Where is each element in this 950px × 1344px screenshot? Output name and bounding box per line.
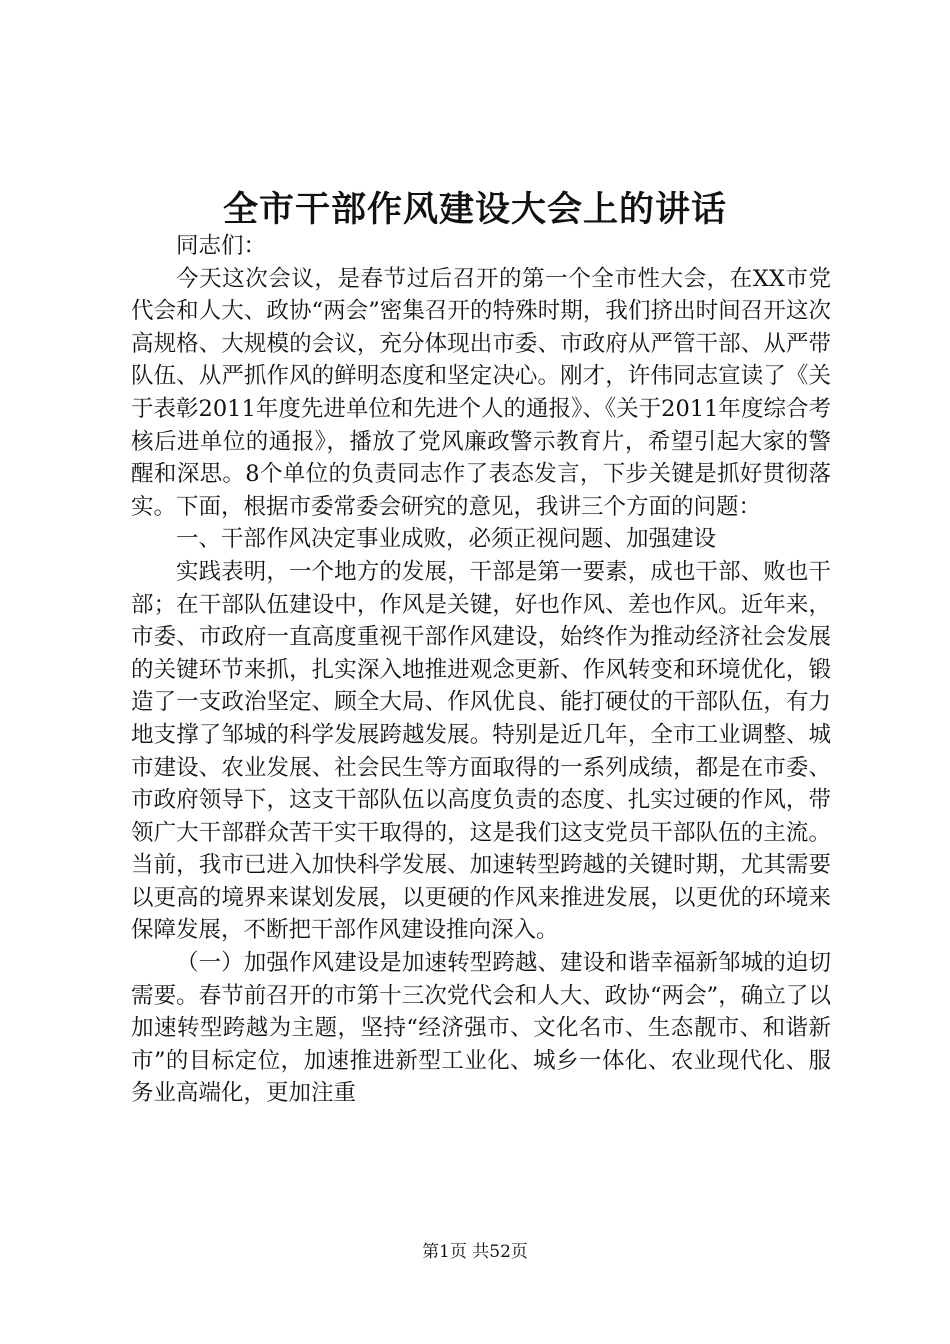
section-heading: 一、干部作风决定事业成败，必须正视问题、加强建设 — [176, 526, 717, 553]
page-number-footer: 第1页 共52页 — [422, 1242, 528, 1262]
salutation-paragraph: 同志们： — [176, 233, 267, 259]
document-body — [131, 230, 831, 1110]
body-paragraph: 实践表明，一个地方的发展，干部是第一要素，成也干部、败也干部；在干部队伍建设中，作风是关键，好也作风、差也作风。近年来，市委、市政府一直高度重视干部作风建设，始终作为推动经济社会发展的关键环节来抓，扎实深入地推进观念更新、作风转变和环境优化，锻造了一支政治坚定、顾全大局、作风优良、能打硬仗的干部队伍，有力地支撑了邹城的科学发展跨越发展。特别是近几年，全市工业调整、城市建设、农业发展、社会民生等方面取得的一系列成绩，都是在市委、市政府领导下，这支干部队伍以高度负责的态度、扎实过硬的作风，带领广大干部群众苦干实干取得的，这是我们这支党员干部队伍的主流。当前，我市已进入加快科学发展、加速转型跨越的关键时期，尤其需要以更高的境界来谋划发展，以更硬的作风来推进发展，以更优的环境来保障发展，不断把干部作风建设推向深入。 — [131, 558, 831, 944]
body-paragraph: 今天这次会议，是春节过后召开的第一个全市性大会，在XX市党代会和人大、政协“两会”密集召开的特殊时期，我们挤出时间召开这次高规格、大规模的会议，充分体现出市委、市政府从严管干部、从严带队伍、从严抓作风的鲜明态度和坚定决心。刚才，许伟同志宣读了《关于表彰2011年度先进单位和先进个人的通报》、《关于2011年度综合考核后进单位的通报》，播放了党风廉政警示教育片，希望引起大家的警醒和深思。8个单位的负责同志作了表态发言，下步关键是抓好贯彻落实。下面，根据市委常委会研究的意见，我讲三个方面的问题： — [131, 265, 831, 520]
body-paragraph: （一）加强作风建设是加速转型跨越、建设和谐幸福新邹城的迫切需要。春节前召开的市第十三次党代会和人大、政协“两会”，确立了以加速转型跨越为主题，坚持“经济强市、文化名市、生态靓市、和谐新市”的目标定位，加速推进新型工业化、城乡一体化、农业现代化、服务业高端化，更加注重 — [131, 950, 831, 1107]
document-title: 全市干部作风建设大会上的讲话 — [222, 189, 727, 230]
